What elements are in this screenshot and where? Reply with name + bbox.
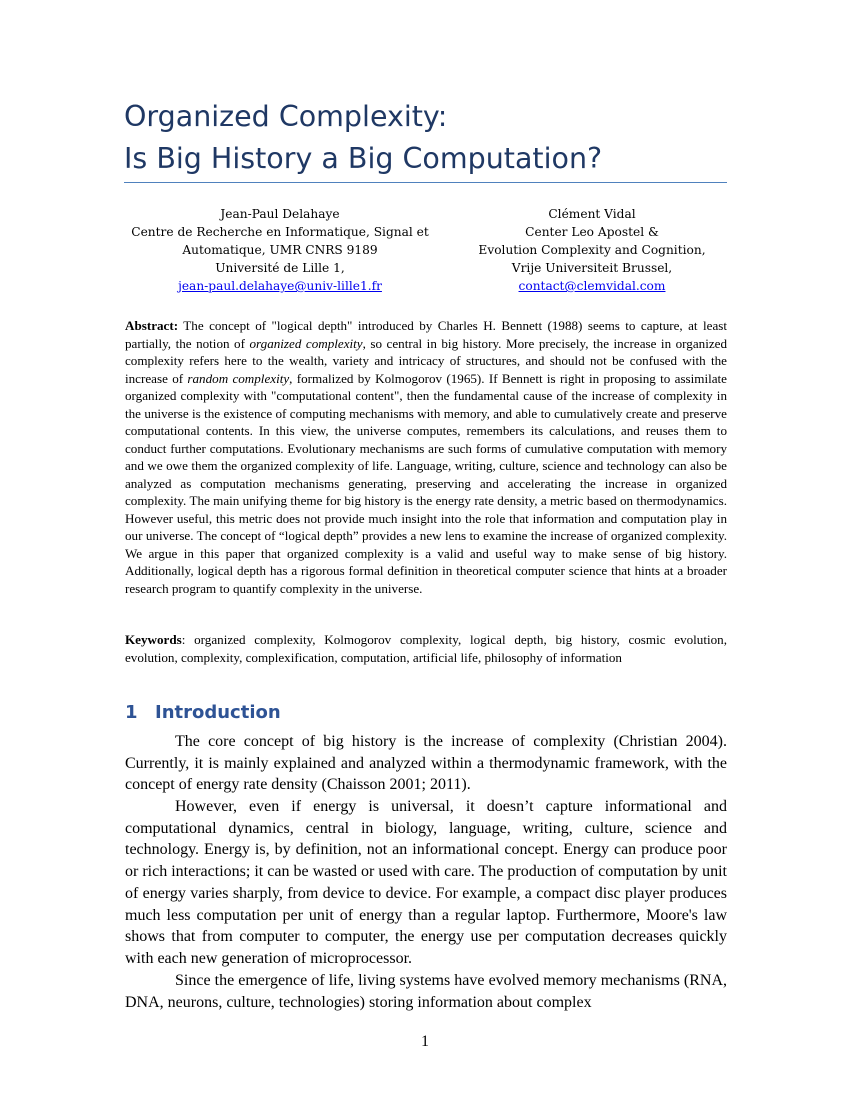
- keywords-label: Keywords: [125, 632, 182, 647]
- author-affiliation: Centre de Recherche en Informatique, Signal et: [131, 225, 429, 239]
- body-paragraph: However, even if energy is universal, it doesn’t capture informational and computational dynamics, central in biology, language, writing, culture, science and technology. Energy is, by definition, not an informational concept. Energy can produce poor or rich interactions; it can be wasted or used with care. The production of computation by unit of energy varies sharply, from device to device. For example, a compact disc player produces much less computation per unit of energy than a regular laptop. Furthermore, Moore's law shows that from computer to computer, the energy use per computation decreases quickly with each new generation of microprocessor.: [125, 798, 727, 967]
- author-affiliation: Automatique, UMR CNRS 9189: [182, 243, 378, 257]
- abstract-label: Abstract:: [125, 318, 179, 333]
- paper-title: [124, 96, 744, 180]
- title-divider: [124, 182, 727, 183]
- abstract-text: , formalized by Kolmogorov (1965). If Bennett is right in proposing to assimilate organized complexity with "computational content", then the fundamental cause of the increase of complexity in the universe is the existence of computing mechanisms with memory, and able to cumulatively create and preserve computational contents. In this view, the universe computes, remembers its calculations, and reuses them to conduct further computations. Evolutionary mechanisms are such forms of cumulative computation with memory and we owe them the organized complexity of life. Language, writing, culture, science and technology can also be analyzed as computation mechanisms generating, preserving and accelerating the increase in organized complexity. The main unifying theme for big history is the energy rate density, a metric based on thermodynamics. However useful, this metric does not provide much insight into the role that information and computation play in our universe. The concept of “logical depth” provides a new lens to examine the increase of organized complexity. We argue in this paper that organized complexity is a valid and useful way to make sense of big history. Additionally, logical depth has a rigorous formal definition in theoretical computer science that hints at a broader research program to quantify complexity in the universe.: [125, 370, 727, 596]
- abstract-text: , so central in big history. More precisely, the increase in organized complexity refers here to the wealth, variety and intricacy of structures, and should not be confused with the increase of: [125, 335, 728, 386]
- keywords: [125, 631, 727, 666]
- author-affiliation: Université de Lille 1,: [215, 261, 345, 275]
- abstract-emphasis: organized complexity: [249, 335, 363, 351]
- section-number: 1: [125, 702, 138, 723]
- author-name: Clément Vidal: [548, 207, 636, 221]
- page-number: 1: [421, 1033, 429, 1050]
- title-line-2: Is Big History a Big Computation?: [124, 142, 603, 175]
- author-email-link[interactable]: contact@clemvidal.com: [518, 279, 666, 293]
- section-title: Introduction: [155, 702, 281, 723]
- title-line-1: Organized Complexity:: [124, 100, 448, 133]
- author-affiliation: Center Leo Apostel &: [525, 225, 659, 239]
- author-name: Jean-Paul Delahaye: [220, 207, 340, 221]
- body-paragraph: Since the emergence of life, living systems have evolved memory mechanisms (RNA, DNA, neurons, culture, technologies) storing information about complex: [125, 972, 727, 1011]
- abstract-emphasis: random complexity: [187, 370, 290, 386]
- author-block-vidal: [442, 205, 742, 295]
- author-affiliation: Evolution Complexity and Cognition,: [478, 243, 706, 257]
- body-paragraph: The core concept of big history is the increase of complexity (Christian 2004). Currently, it is mainly explained and analyzed within a thermodynamic framework, with the concept of energy rate density (Chaisson 2001; 2011).: [125, 733, 727, 794]
- author-block-delahaye: [120, 205, 440, 295]
- author-email-link[interactable]: jean-paul.delahaye@univ-lille1.fr: [178, 279, 382, 293]
- author-affiliation: Vrije Universiteit Brussel,: [511, 261, 673, 275]
- keywords-text: : organized complexity, Kolmogorov complexity, logical depth, big history, cosmic evolution, evolution, complexity, complexification, computation, artificial life, philosophy of information: [125, 632, 727, 665]
- abstract-text: The concept of "logical depth" introduced by Charles H. Bennett (1988) seems to capture, at least partially, the notion of: [125, 318, 727, 351]
- abstract: [125, 317, 727, 597]
- section-heading: [125, 702, 281, 723]
